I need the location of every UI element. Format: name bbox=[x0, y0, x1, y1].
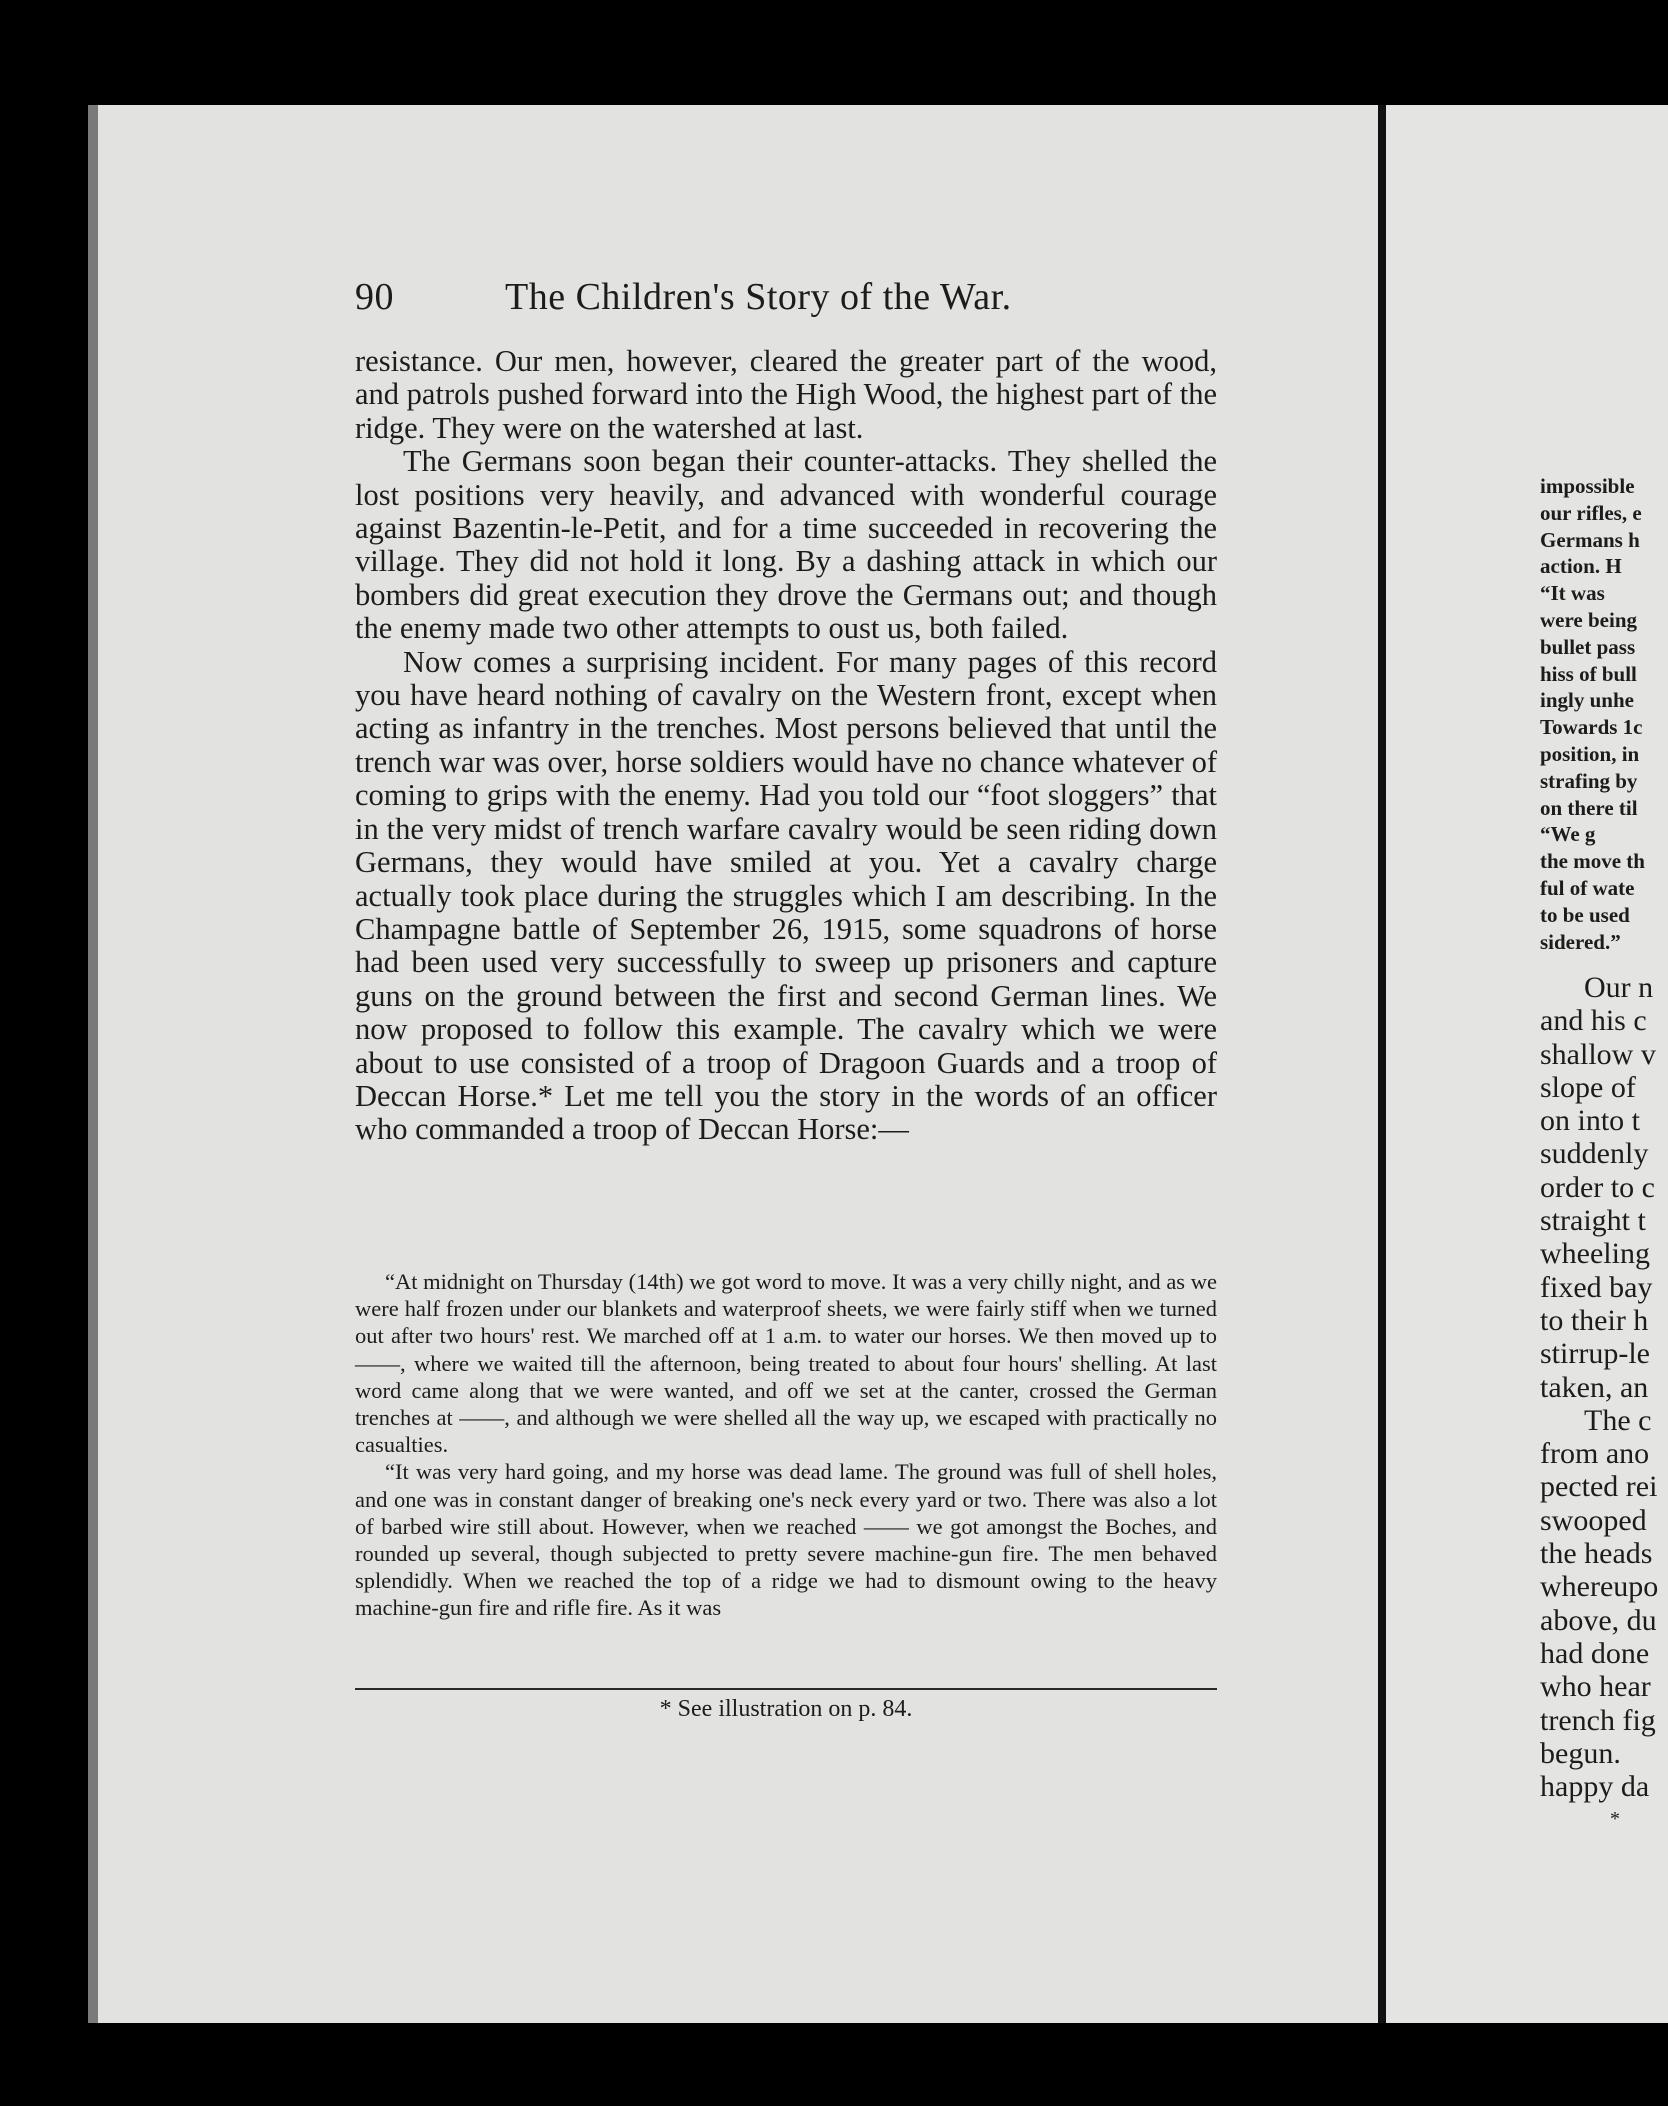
right-page bbox=[1386, 105, 1668, 2023]
right-line: Germans h bbox=[1540, 527, 1640, 552]
right-line: shallow v bbox=[1540, 1037, 1656, 1071]
quote-paragraph: “It was very hard going, and my horse was dead lame. The ground was full of shell holes, and one was in constant danger of breaking one's neck every yard or two. There was also a lot of barbed wire still about. However, when we reached —— we got amongst the Boches, and rounded up several, though subjected to pretty severe machine-gun fire. The men behaved splendidly. When we reached the top of a ridge we had to dismount owing to the heavy machine-gun fire and rifle fire. As it was bbox=[355, 1459, 1217, 1621]
right-line: “It was bbox=[1540, 581, 1605, 606]
right-line: above, du bbox=[1540, 1603, 1657, 1637]
book-gutter bbox=[1378, 105, 1386, 2023]
right-line: and his c bbox=[1540, 1004, 1647, 1038]
right-line: wheeling bbox=[1540, 1237, 1650, 1271]
right-line: Towards 1c bbox=[1540, 715, 1643, 740]
right-line: to their h bbox=[1540, 1303, 1649, 1337]
right-line: whereupo bbox=[1540, 1570, 1659, 1604]
right-line: order to c bbox=[1540, 1170, 1655, 1204]
block-quote bbox=[355, 1268, 1217, 1622]
body-text bbox=[355, 345, 1217, 1147]
right-line: position, in bbox=[1540, 741, 1640, 766]
right-line: were being bbox=[1540, 607, 1638, 632]
right-line: sidered.” bbox=[1540, 929, 1621, 954]
right-line: our rifles, e bbox=[1540, 500, 1642, 525]
right-page-body-text bbox=[1540, 971, 1668, 1837]
right-line: hiss of bull bbox=[1540, 661, 1637, 686]
right-line: swooped bbox=[1540, 1503, 1647, 1537]
right-line: “We g bbox=[1540, 822, 1596, 847]
right-line: the move th bbox=[1540, 849, 1645, 874]
right-line: had done bbox=[1540, 1636, 1650, 1670]
right-line: ingly unhe bbox=[1540, 688, 1634, 713]
right-line: The c bbox=[1584, 1403, 1652, 1437]
footnote-divider bbox=[355, 1688, 1217, 1690]
right-line: from ano bbox=[1540, 1437, 1650, 1471]
right-line: pected rei bbox=[1540, 1470, 1658, 1504]
page-number: 90 bbox=[355, 276, 394, 318]
right-line: impossible bbox=[1540, 474, 1635, 498]
right-line: suddenly bbox=[1540, 1137, 1649, 1171]
right-line: bullet pass bbox=[1540, 634, 1636, 659]
right-line: who hear bbox=[1540, 1670, 1651, 1704]
running-title: The Children's Story of the War. bbox=[505, 276, 1012, 318]
right-line: the heads bbox=[1540, 1537, 1653, 1571]
right-line: to be used bbox=[1540, 902, 1630, 927]
right-line: strafing by bbox=[1540, 768, 1638, 793]
right-line: action. H bbox=[1540, 554, 1622, 579]
right-line: stirrup-le bbox=[1540, 1337, 1650, 1371]
right-line: taken, an bbox=[1540, 1370, 1649, 1404]
right-line: straight t bbox=[1540, 1204, 1646, 1238]
right-line: slope of bbox=[1540, 1070, 1636, 1104]
right-line: begun. bbox=[1540, 1736, 1621, 1770]
right-line: on into t bbox=[1540, 1104, 1641, 1138]
right-line: * bbox=[1610, 1808, 1620, 1831]
page-header bbox=[355, 275, 1235, 325]
paragraph: Now comes a surprising incident. For many pages of this record you have heard nothing of cavalry on the Western front, except when acting as infantry in the trenches. Most persons believed that until the trench war was over, horse soldiers would have no chance whatever of coming to grips with the enemy. Had you told our “foot sloggers” that in the very midst of trench warfare cavalry would be seen riding down Germans, they would have smiled at you. Yet a cavalry charge actually took place during the struggles which I am describing. In the Champagne battle of September 26, 1915, some squadrons of horse had been used very successfully to sweep up prisoners and capture guns on the ground between the first and second German lines. We now proposed to follow this example. The cavalry which we were about to use consisted of a troop of Dragoon Guards and a troop of Deccan Horse.* Let me tell you the story in the words of an officer who commanded a troop of Deccan Horse:— bbox=[355, 644, 1217, 1147]
quote-paragraph: “At midnight on Thursday (14th) we got word to move. It was a very chilly night, and as we were half frozen under our blankets and waterproof sheets, we were fairly stiff when we turned out after two hours' rest. We marched off at 1 a.m. to water our horses. We then moved up to ——, where we waited till the afternoon, being treated to about four hours' shelling. At last word came along that we were wanted, and off we set at the canter, crossed the German trenches at ——, and although we were shelled all the way up, we escaped with practically no casualties. bbox=[355, 1269, 1217, 1458]
right-line: trench fig bbox=[1540, 1703, 1656, 1737]
right-line: Our n bbox=[1584, 971, 1654, 1004]
right-line: on there til bbox=[1540, 795, 1638, 820]
paragraph: resistance. Our men, however, cleared the greater part of the wood, and patrols pushed forward into the High Wood, the highest part of the ridge. They were on the watershed at last. bbox=[355, 344, 1217, 445]
right-line: ful of wate bbox=[1540, 875, 1635, 900]
paragraph: The Germans soon began their counter-attacks. They shelled the lost positions very heavily, and advanced with wonderful courage against Bazentin-le-Petit, and for a time succeeded in recovering the village. They did not hold it long. By a dashing attack in which our bombers did great execution they drove the Germans out; and though the enemy made two other attempts to oust us, both failed. bbox=[355, 444, 1217, 646]
right-line: fixed bay bbox=[1540, 1270, 1653, 1304]
footnote: * See illustration on p. 84. bbox=[659, 1696, 913, 1722]
right-page-small-text bbox=[1540, 473, 1668, 955]
right-line: happy da bbox=[1540, 1770, 1650, 1804]
